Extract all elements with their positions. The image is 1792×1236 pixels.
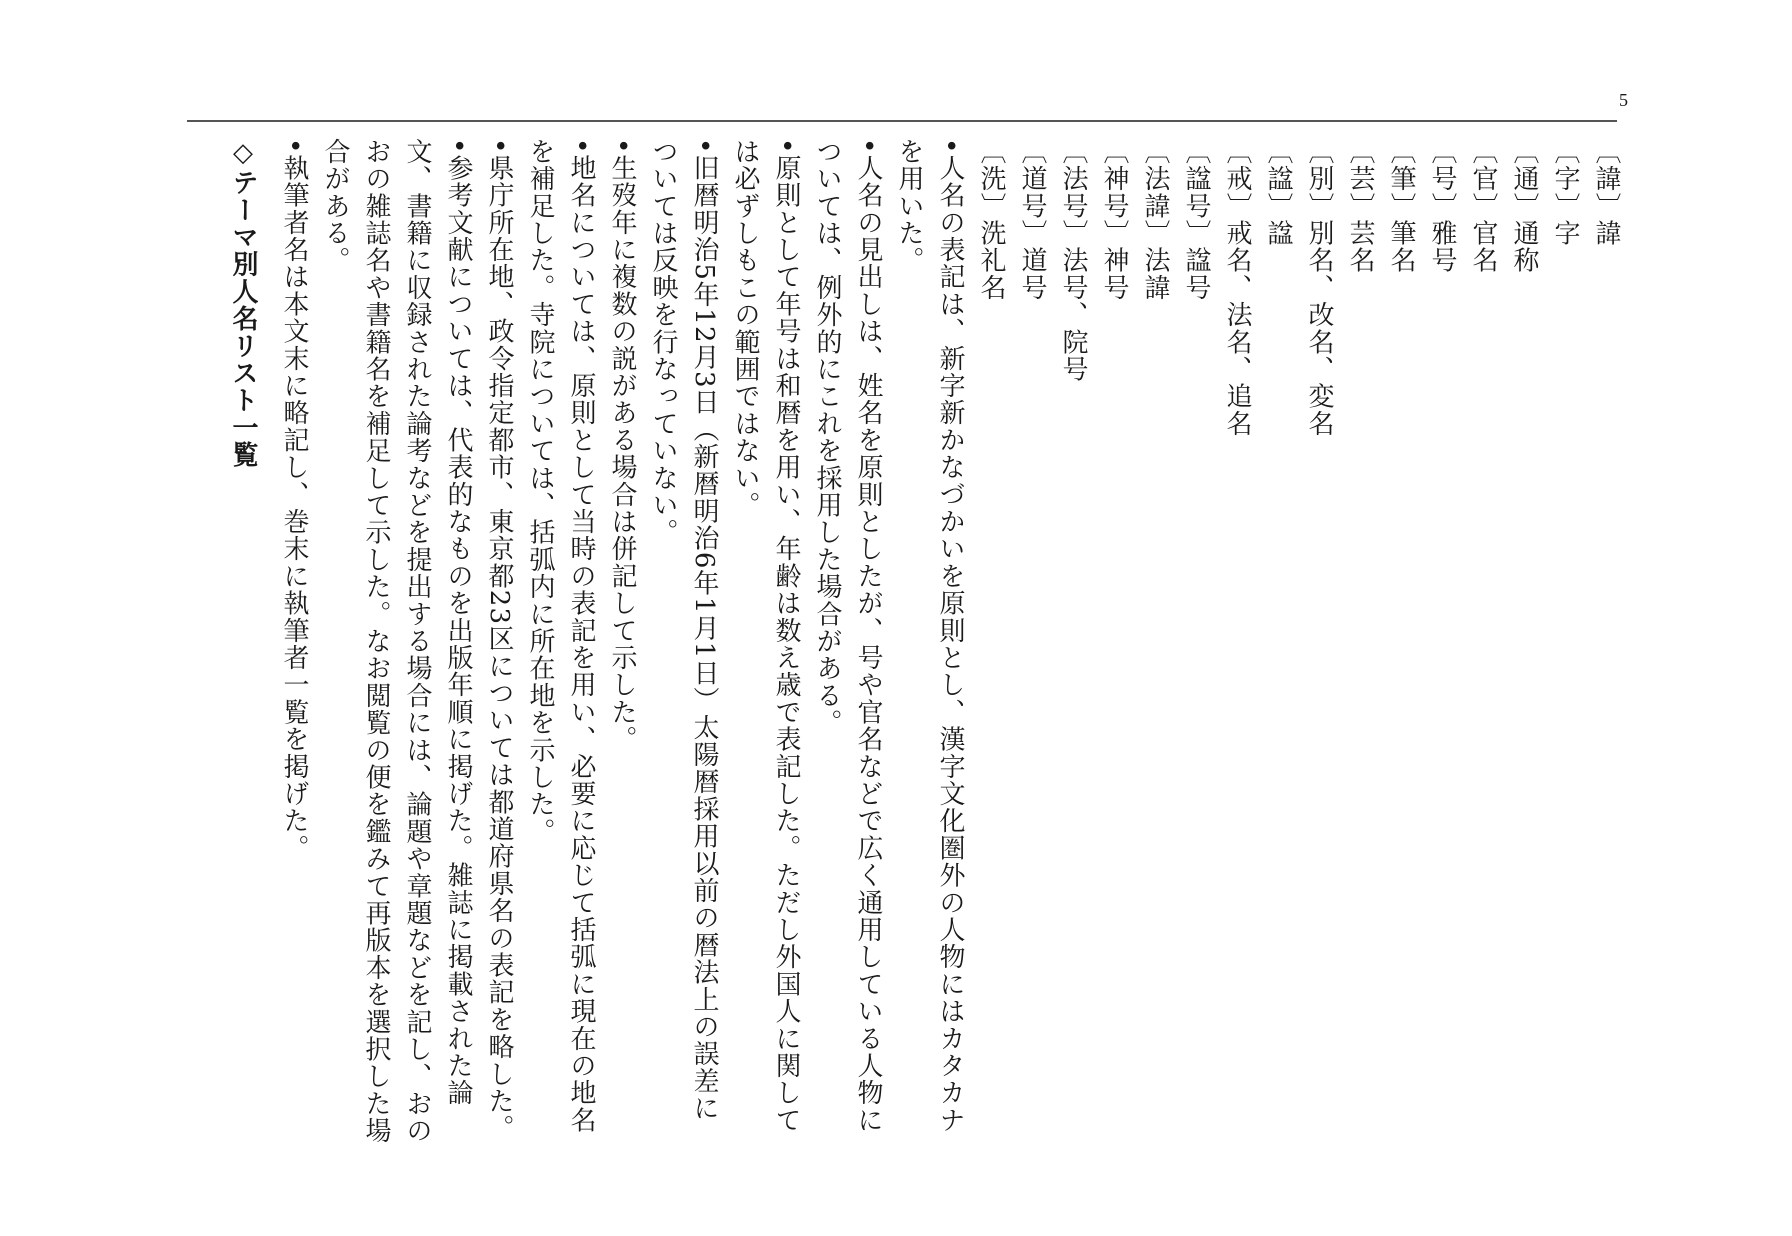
vertical-text-body	[222, 138, 1626, 1148]
section-heading: ◇テーマ別人名リスト一覧	[228, 138, 258, 469]
abbreviation-item: 〔芸〕芸名	[1345, 138, 1375, 274]
note-item: •原則として年号は和暦を用い、年齢は数え歳で表記した。ただし外国人に関しては必ずしもこの範囲ではない。	[730, 138, 801, 1134]
abbreviation-item: 〔洗〕洗礼名	[976, 138, 1006, 302]
abbreviation-item: 〔諡〕諡	[1263, 138, 1293, 247]
note-item: •参考文献については、代表的なものを出版年順に掲げた。雑誌に掲載された論文、書籍に収録された論考などを提出する場合には、論題や章題などを記し、おのおの雑誌名や書籍名を補足して示した。なお閲覧の便を鑑みて再版本を選択した場合がある。	[320, 138, 473, 1145]
note-item: •生歿年に複数の説がある場合は併記して示した。	[607, 138, 637, 753]
abbreviation-item: 〔法諱〕法諱	[1140, 138, 1170, 302]
note-item: •人名の表記は、新字新かなづかいを原則とし、漢字文化圏外の人物にはカタカナを用いた。	[894, 138, 965, 1134]
abbreviation-item: 〔法号〕法号、院号	[1058, 138, 1088, 383]
abbreviation-item: 〔筆〕筆名	[1386, 138, 1416, 274]
abbreviation-item: 〔官〕官名	[1468, 138, 1498, 274]
header-rule	[187, 120, 1617, 122]
note-item: •執筆者名は本文末に略記し、巻末に執筆者一覧を掲げた。	[279, 138, 309, 862]
section-spacer	[263, 138, 273, 1148]
note-item: •人名の見出しは、姓名を原則としたが、号や官名などで広く通用している人物については、例外的にこれを採用した場合がある。	[812, 138, 883, 1134]
page-number: 5	[1619, 90, 1628, 110]
note-item: •県庁所在地、政令指定都市、東京都23区については都道府県名の表記を略した。	[484, 138, 514, 1143]
abbreviation-item: 〔神号〕神号	[1099, 138, 1129, 302]
abbreviation-item: 〔諡号〕諡号	[1181, 138, 1211, 302]
abbreviation-item: 〔字〕字	[1550, 138, 1580, 247]
abbreviation-item: 〔号〕雅号	[1427, 138, 1457, 274]
abbreviation-item: 〔諱〕諱	[1591, 138, 1621, 247]
abbreviation-item: 〔別〕別名、改名、変名	[1304, 138, 1334, 438]
abbreviation-item: 〔道号〕道号	[1017, 138, 1047, 302]
note-item: •旧暦明治5年12月3日（新暦明治6年1月1日）太陽暦採用以前の暦法上の誤差については反映を行なっていない。	[648, 138, 719, 1122]
abbreviation-item: 〔戒〕戒名、法名、追名	[1222, 138, 1252, 438]
note-item: •地名については、原則として当時の表記を用い、必要に応じて括弧に現在の地名を補足した。寺院については、括弧内に所在地を示した。	[525, 138, 596, 1134]
abbreviation-item: 〔通〕通称	[1509, 138, 1539, 274]
